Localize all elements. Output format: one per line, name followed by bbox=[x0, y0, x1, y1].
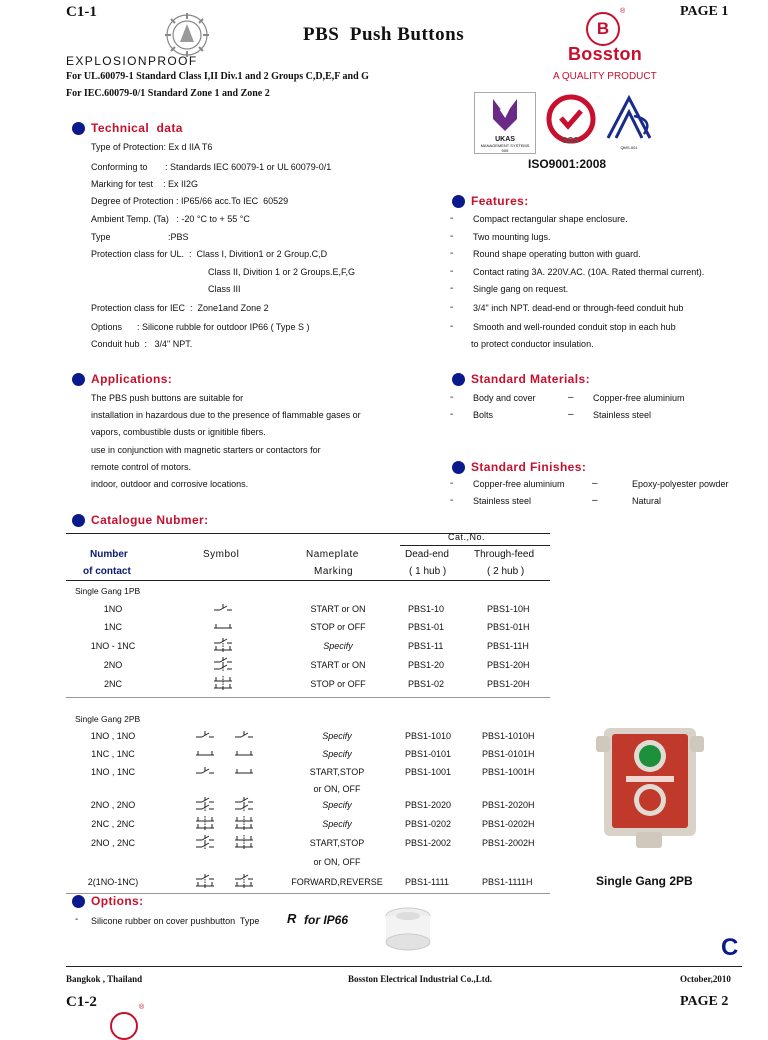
col-catno: Cat.,No. bbox=[448, 532, 486, 542]
table-row-marking: START,STOP bbox=[309, 767, 365, 777]
table-row-throughfeed: PBS1-01H bbox=[487, 622, 530, 632]
nonc-contact-symbol bbox=[212, 638, 234, 657]
table-row-deadend: PBS1-1111 bbox=[405, 877, 450, 887]
standard-iec: For IEC.60079-0/1 Standard Zone 1 and Zone 2 bbox=[66, 88, 270, 99]
tech-row: Type :PBS bbox=[91, 232, 189, 242]
table-row-contact: 2NC bbox=[103, 679, 122, 689]
bullet-icon bbox=[452, 195, 465, 208]
ukas-sub: MANAGEMENT SYSTEMS bbox=[480, 143, 530, 148]
no-contact-symbol bbox=[233, 728, 255, 747]
table-row-deadend: PBS1-2002 bbox=[405, 838, 452, 848]
table-row-throughfeed: PBS1-2002H bbox=[482, 838, 535, 848]
photo-caption: Single Gang 2PB bbox=[596, 874, 693, 888]
table-row-contact: 2NO , 2NC bbox=[90, 838, 135, 848]
no-contact-symbol bbox=[194, 728, 216, 747]
footer-company: Bosston Electrical Industrial Co.,Ltd. bbox=[348, 974, 493, 984]
table-row-contact: 1NO - 1NC bbox=[90, 641, 136, 651]
brand-logo-letter: B bbox=[596, 19, 610, 38]
table-row-marking: Specify bbox=[322, 819, 352, 829]
group-label: Single Gang 2PB bbox=[75, 714, 141, 724]
materials-heading-text: Standard Materials: bbox=[471, 372, 590, 386]
explosionproof-label: EXPLOSIONPROOF bbox=[66, 54, 198, 68]
table-row-throughfeed: PBS1-1010H bbox=[482, 731, 535, 741]
table-row-throughfeed: PBS1-2020H bbox=[482, 800, 535, 810]
feature-continuation: to protect conductor insulation. bbox=[471, 339, 594, 349]
table-row-deadend: PBS1-0101 bbox=[405, 749, 452, 759]
applications-heading-text: Applications: bbox=[91, 372, 173, 386]
application-line: indoor, outdoor and corrosive locations. bbox=[91, 479, 249, 489]
table-row-deadend: PBS1-10 bbox=[408, 604, 445, 614]
nonc-contact-symbol bbox=[194, 874, 216, 893]
tech-row: Conforming to : Standards IEC 60079-1 or UL 60079-0/1 bbox=[91, 162, 332, 172]
finish-value: Epoxy-polyester powder bbox=[632, 479, 729, 489]
feature-item: Compact rectangular shape enclosure. bbox=[473, 214, 628, 224]
footer-date: October,2010 bbox=[680, 974, 731, 984]
feature-item: Two mounting lugs. bbox=[473, 232, 551, 242]
nc-contact-symbol bbox=[194, 746, 216, 765]
catno-rule bbox=[400, 545, 550, 546]
bullet-icon bbox=[72, 373, 85, 386]
material-part: Body and cover bbox=[473, 393, 536, 403]
table-row-contact: 2NO , 2NO bbox=[90, 800, 136, 810]
table-row-marking: STOP or OFF bbox=[310, 679, 366, 689]
table-row-marking: Specify bbox=[322, 800, 352, 810]
table-row-deadend: PBS1-01 bbox=[408, 622, 445, 632]
page-number: PAGE 1 bbox=[680, 4, 729, 19]
table-row-deadend: PBS1-0202 bbox=[405, 819, 452, 829]
next-page-number: PAGE 2 bbox=[680, 994, 729, 1009]
group-rule bbox=[66, 697, 550, 698]
col-nameplate: Nameplate bbox=[306, 549, 359, 560]
feature-item: Contact rating 3A. 220V.AC. (10A. Rated thermal current). bbox=[473, 267, 705, 277]
table-row-marking: STOP or OFF bbox=[310, 622, 366, 632]
2nc-contact-symbol bbox=[194, 816, 216, 835]
col-number: Number bbox=[90, 549, 128, 560]
iso-label: ISO9001:2008 bbox=[528, 157, 607, 171]
table-row-throughfeed: PBS1-10H bbox=[487, 604, 530, 614]
ukas-num: 005 bbox=[501, 148, 509, 153]
table-row-marking: START,STOP bbox=[309, 838, 365, 848]
application-line: installation in hazardous due to the presence of flammable gases or bbox=[91, 410, 361, 420]
applications-heading bbox=[72, 372, 172, 386]
footer-rule bbox=[66, 966, 742, 967]
nonc-contact-symbol bbox=[233, 874, 255, 893]
footer-location: Bangkok , Thailand bbox=[66, 974, 143, 984]
2no-contact-symbol bbox=[194, 797, 216, 816]
2no-contact-symbol bbox=[194, 835, 216, 854]
table-row-deadend: PBS1-02 bbox=[408, 679, 445, 689]
table-row-throughfeed: PBS1-20H bbox=[487, 660, 530, 670]
col-deadend: Dead-end bbox=[405, 549, 449, 560]
table-row-marking: Specify bbox=[322, 749, 352, 759]
table-row-contact: 2NC , 2NC bbox=[91, 819, 135, 829]
table-row-deadend: PBS1-11 bbox=[408, 641, 444, 651]
product-photo bbox=[596, 726, 704, 850]
bullet-icon bbox=[72, 122, 85, 135]
finish-part: Stainless steel bbox=[473, 496, 532, 506]
options-heading bbox=[72, 894, 144, 908]
finish-part: Copper-free aluminium bbox=[473, 479, 565, 489]
brand-name: Bosston bbox=[568, 44, 643, 64]
catalogue-heading-text: Catalogue Nubmer: bbox=[91, 513, 209, 527]
table-row-throughfeed: PBS1-11H bbox=[487, 641, 529, 651]
next-page-logo bbox=[110, 1012, 138, 1040]
table-row-throughfeed: PBS1-1001H bbox=[482, 767, 535, 777]
bullet-icon bbox=[452, 373, 465, 386]
table-row-throughfeed: PBS1-20H bbox=[487, 679, 530, 689]
table-row-marking: Specify bbox=[322, 731, 352, 741]
table-row-throughfeed: PBS1-0101H bbox=[482, 749, 535, 759]
registered-mark: ® bbox=[620, 8, 626, 15]
technical-heading-text: Technical data bbox=[91, 121, 183, 135]
application-line: remote control of motors. bbox=[91, 462, 192, 472]
brand-logo bbox=[586, 12, 620, 46]
tech-row: Degree of Protection : IP65/66 acc.To IEC 60529 bbox=[91, 196, 289, 206]
tech-row: Marking for test : Ex II2G bbox=[91, 179, 199, 189]
material-value: Stainless steel bbox=[593, 410, 652, 420]
2nc-contact-symbol bbox=[233, 816, 255, 835]
materials-heading bbox=[452, 372, 590, 386]
col-marking: Marking bbox=[314, 566, 354, 577]
section-letter: C bbox=[721, 934, 739, 961]
options-text: Silicone rubber on cover pushbutton Type bbox=[91, 916, 260, 926]
table-row-marking: FORWARD,REVERSE bbox=[291, 877, 383, 887]
iaf-sub: QMS-001 bbox=[620, 145, 638, 150]
table-row-deadend: PBS1-1010 bbox=[405, 731, 452, 741]
table-row-marking: START or ON bbox=[310, 660, 366, 670]
no-contact-symbol bbox=[194, 764, 216, 783]
no-contact-symbol bbox=[212, 601, 234, 620]
page-title: PBS Push Buttons bbox=[303, 24, 465, 45]
features-heading-text: Features: bbox=[471, 194, 529, 208]
table-row-deadend: PBS1-20 bbox=[408, 660, 445, 670]
2no-contact-symbol bbox=[233, 797, 255, 816]
table-row-marking: Specify bbox=[323, 641, 353, 651]
next-page-code: C1-2 bbox=[66, 994, 97, 1010]
tech-row: Options : Silicone rubble for outdoor IP66 ( Type S ) bbox=[91, 322, 310, 332]
rubber-cover-photo bbox=[382, 904, 434, 954]
features-heading bbox=[452, 194, 529, 208]
bullet-icon bbox=[72, 514, 85, 527]
table-row-marking: or ON, OFF bbox=[313, 857, 361, 867]
options-type: R bbox=[287, 911, 297, 926]
catalogue-heading bbox=[72, 513, 208, 527]
table-row-contact: 2(1NO-1NC) bbox=[87, 877, 139, 887]
standard-ul: For UL.60079-1 Standard Class I,II Div.1 and 2 Groups C,D,E,F and G bbox=[66, 71, 369, 82]
bullet-icon bbox=[452, 461, 465, 474]
page-code: C1-1 bbox=[66, 4, 97, 20]
table-row-contact: 1NO , 1NC bbox=[90, 767, 135, 777]
application-line: use in conjunction with magnetic starters or contactors for bbox=[91, 445, 321, 455]
brand-tagline: A QUALITY PRODUCT bbox=[553, 71, 657, 82]
options-for: for IP66 bbox=[304, 913, 349, 927]
col-deadend-2: ( 1 hub ) bbox=[409, 566, 447, 577]
tech-row: Conduit hub : 3/4" NPT. bbox=[91, 339, 193, 349]
application-line: The PBS push buttons are suitable for bbox=[91, 393, 244, 403]
tech-row: Class II, Divition 1 or 2 Groups.E,F,G bbox=[208, 267, 356, 277]
next-page-registered: ® bbox=[139, 1004, 145, 1011]
ukas-text: UKAS bbox=[495, 136, 515, 143]
options-heading-text: Options: bbox=[91, 894, 144, 908]
feature-item: Smooth and well-rounded conduit stop in each hub bbox=[473, 322, 676, 332]
technical-heading bbox=[72, 121, 183, 135]
tech-row: Class III bbox=[208, 284, 241, 294]
finish-value: Natural bbox=[632, 496, 662, 506]
group-label: Single Gang 1PB bbox=[75, 586, 141, 596]
feature-item: Round shape operating button with guard. bbox=[473, 249, 641, 259]
table-header-rule bbox=[66, 580, 550, 581]
nc-contact-symbol bbox=[212, 619, 234, 638]
col-throughfeed-2: ( 2 hub ) bbox=[487, 566, 525, 577]
nc-contact-symbol bbox=[233, 764, 255, 783]
feature-item: Single gang on request. bbox=[473, 284, 569, 294]
application-line: vapors, combustible dusts or ignitible fibers. bbox=[91, 427, 266, 437]
2no-contact-symbol bbox=[212, 657, 234, 676]
col-throughfeed: Through-feed bbox=[474, 549, 535, 560]
2nc-contact-symbol bbox=[233, 835, 255, 854]
2nc-contact-symbol bbox=[212, 676, 234, 695]
tech-row: Ambient Temp. (Ta) : -20 °C to + 55 °C bbox=[91, 214, 250, 224]
feature-item: 3/4" inch NPT. dead-end or through-feed conduit hub bbox=[473, 303, 684, 313]
tech-row: Type of Protection: Ex d IIA T6 bbox=[91, 142, 213, 152]
table-row-throughfeed: PBS1-1111H bbox=[482, 877, 533, 887]
table-row-deadend: PBS1-1001 bbox=[405, 767, 452, 777]
table-row-contact: 2NO bbox=[103, 660, 123, 670]
table-row-throughfeed: PBS1-0202H bbox=[482, 819, 535, 829]
bullet-icon bbox=[72, 895, 85, 908]
ukas-badge bbox=[474, 92, 536, 154]
sgs-badge bbox=[542, 92, 600, 150]
tech-row: Protection class for UL. : Class I, Divition1 or 2 Group.C,D bbox=[91, 249, 328, 259]
table-row-contact: 1NO bbox=[103, 604, 123, 614]
table-row-marking: START or ON bbox=[310, 604, 366, 614]
finishes-heading bbox=[452, 460, 586, 474]
material-value: Copper-free aluminium bbox=[593, 393, 685, 403]
col-number-2: of contact bbox=[83, 566, 131, 577]
tech-row: Protection class for IEC : Zone1and Zone 2 bbox=[91, 303, 269, 313]
iaf-badge bbox=[604, 94, 654, 150]
table-row-contact: 1NC bbox=[103, 622, 122, 632]
col-symbol: Symbol bbox=[203, 549, 240, 560]
table-row-marking: or ON, OFF bbox=[313, 784, 361, 794]
table-row-deadend: PBS1-2020 bbox=[405, 800, 452, 810]
finishes-heading-text: Standard Finishes: bbox=[471, 460, 587, 474]
material-part: Bolts bbox=[473, 410, 494, 420]
table-row-contact: 1NC , 1NC bbox=[91, 749, 135, 759]
nc-contact-symbol bbox=[233, 746, 255, 765]
table-row-contact: 1NO , 1NO bbox=[90, 731, 136, 741]
sgs-text: SGS bbox=[562, 136, 579, 145]
emblem-logo bbox=[156, 12, 218, 58]
